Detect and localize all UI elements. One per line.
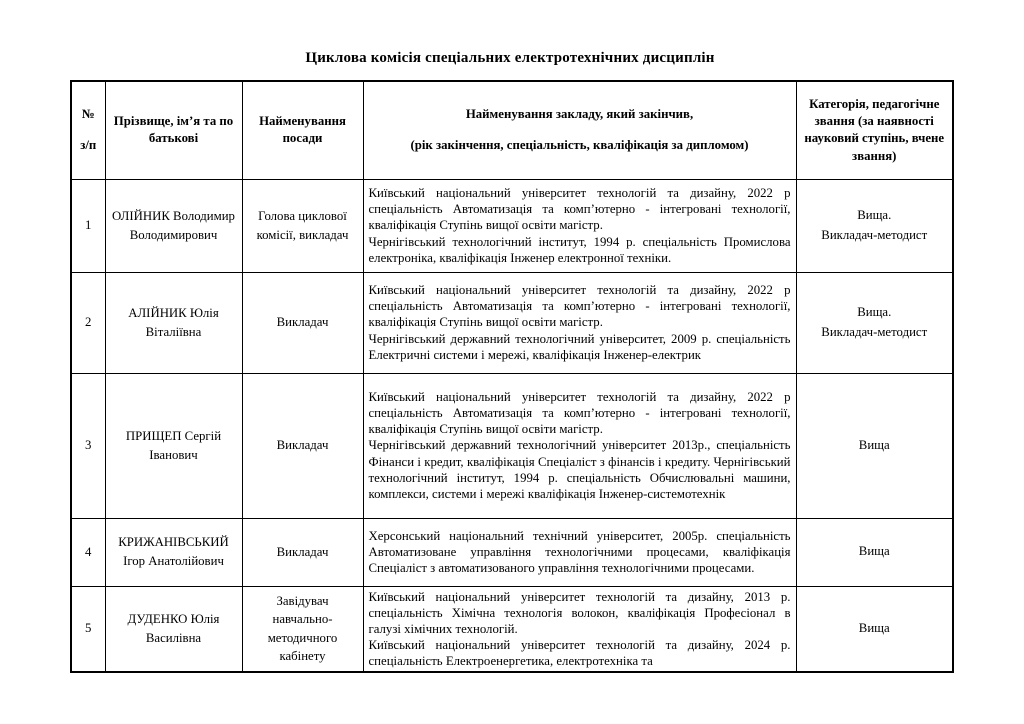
person-name: КРИЖАНІВСЬКИЙ Ігор Анатолійович — [105, 518, 242, 586]
table-row — [71, 586, 953, 672]
person-name: ОЛІЙНИК Володимир Володимирович — [105, 179, 242, 272]
header-name: Прізвище, ім’я та по батькові — [105, 81, 242, 179]
table-row — [71, 373, 953, 518]
table-row — [71, 518, 953, 586]
category-line: Вища — [858, 544, 890, 559]
header-category: Категорія, педагогічне звання (за наявності науковий ступінь, вчене звання) — [796, 81, 953, 179]
category-cell — [796, 179, 953, 272]
header-number — [71, 81, 105, 179]
category-cell — [796, 518, 953, 586]
category-cell — [796, 586, 953, 672]
table-row — [71, 272, 953, 373]
table-header-row — [71, 81, 953, 179]
header-institution-title: Найменування закладу, який закінчив, — [465, 106, 694, 121]
person-name: АЛІЙНИК Юлія Віталіївна — [105, 272, 242, 373]
person-position: Викладач — [242, 518, 363, 586]
person-position: Викладач — [242, 272, 363, 373]
row-number: 2 — [71, 272, 105, 373]
row-number: 1 — [71, 179, 105, 272]
education-paragraph: Київський національний університет технологій та дизайну, 2024 р. спеціальність Електроенергетика, електротехніка та — [368, 637, 791, 668]
row-number: 4 — [71, 518, 105, 586]
category-cell — [796, 373, 953, 518]
education-paragraph: Київський національний університет технологій та дизайну, 2013 р. спеціальність Хімічна технологія волокон, кваліфікація Професіонал в галузі хімічних технологій. — [368, 589, 791, 636]
education-paragraph: Чернігівський державний технологічний університет, 2009 р. спеціальність Електричні системи і мережі, кваліфікація Інженер-електрик — [368, 331, 791, 362]
row-number: 3 — [71, 373, 105, 518]
header-institution-subtitle: (рік закінчення, спеціальність, кваліфікація за дипломом) — [410, 138, 749, 153]
row-number: 5 — [71, 586, 105, 672]
education-cell — [363, 586, 796, 672]
person-name: ДУДЕНКО Юлія Василівна — [105, 586, 242, 672]
category-line: Вища — [858, 621, 890, 636]
education-cell — [363, 518, 796, 586]
education-paragraph: Херсонський національний технічний університет, 2005р. спеціальність Автоматизоване управління технологічними процесами, кваліфікація Спеціаліст з автоматизованого управління технологічними процесами. — [368, 528, 791, 576]
education-cell — [363, 272, 796, 373]
person-position: Викладач — [242, 373, 363, 518]
header-position: Найменування посади — [242, 81, 363, 179]
header-number-line2: з/п — [80, 138, 97, 153]
header-number-line1: № — [81, 106, 95, 121]
education-cell — [363, 179, 796, 272]
education-paragraph: Київський національний університет технологій та дизайну, 2022 р спеціальність Автоматизація та комп’ютерно - інтегровані технології, кваліфікація Ступінь вищої освіти магістр. — [368, 390, 791, 437]
education-paragraph: Київський національний університет технологій та дизайну, 2022 р спеціальність Автоматизація та комп’ютерно - інтегровані технології, кваліфікація Ступінь вищої освіти магістр. — [368, 283, 791, 330]
person-position: Голова циклової комісії, викладач — [242, 179, 363, 272]
education-paragraph: Чернігівський технологічний інститут, 1994 р. спеціальність Промислова електроніка, кваліфікація Інженер електронної техніки. — [368, 234, 791, 265]
category-line: Вища. — [857, 208, 892, 223]
category-cell — [796, 272, 953, 373]
category-line: Вища — [858, 437, 890, 452]
page-title: Циклова комісія спеціальних електротехнічних дисциплін — [305, 50, 715, 66]
category-line: Викладач-методист — [821, 227, 928, 242]
category-line: Викладач-методист — [821, 324, 928, 339]
table-row — [71, 179, 953, 272]
person-name: ПРИЩЕП Сергій Іванович — [105, 373, 242, 518]
staff-table — [70, 80, 954, 673]
category-line: Вища. — [857, 305, 892, 320]
person-position: Завідувач навчально-методичного кабінету — [242, 586, 363, 672]
education-cell — [363, 373, 796, 518]
education-paragraph: Київський національний університет технологій та дизайну, 2022 р спеціальність Автоматизація та комп’ютерно - інтегровані технології, кваліфікація Ступінь вищої освіти магістр. — [368, 186, 791, 233]
header-institution — [363, 81, 796, 179]
education-paragraph: Чернігівський державний технологічний університет 2013р., спеціальність Фінанси і кредит, кваліфікація Спеціаліст з фінансів і кредиту. Чернігівський технологічний інститут, 1994 р. спеціальність Обчислювальні машини, комплекси, системи і мережі кваліфікація Інженер-системотехнік — [368, 438, 791, 501]
